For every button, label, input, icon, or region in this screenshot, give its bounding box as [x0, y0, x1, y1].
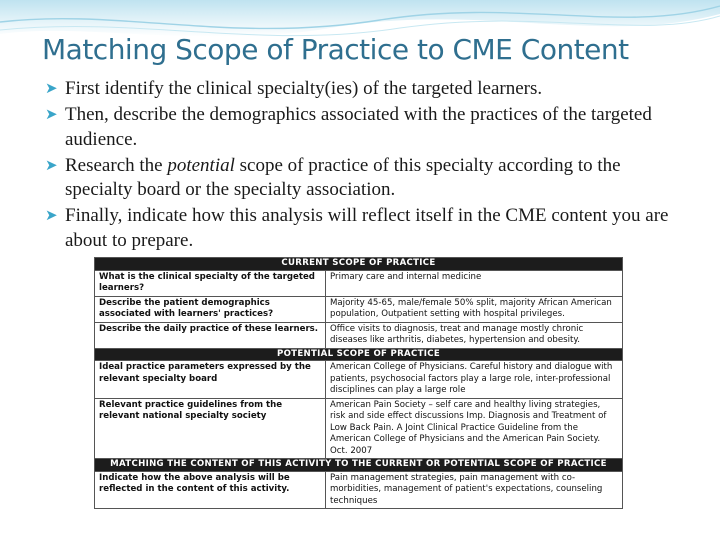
bullet-arrow-icon: ➤ — [45, 157, 58, 174]
question-cell: Describe the patient demographics associated with learners' practices? — [95, 296, 326, 322]
question-cell: What is the clinical specialty of the targeted learners? — [95, 270, 326, 296]
bullet-item — [44, 103, 684, 152]
scope-of-practice-table — [94, 257, 623, 509]
question-cell: Describe the daily practice of these learners. — [95, 322, 326, 348]
table-row — [95, 322, 623, 348]
bullet-item — [44, 154, 684, 203]
question-cell: Relevant practice guidelines from the relevant national specialty society — [95, 398, 326, 459]
bullet-item — [44, 204, 684, 253]
section-header-row — [95, 348, 623, 361]
bullet-arrow-icon: ➤ — [45, 107, 58, 123]
question-cell: Indicate how the above analysis will be reflected in the content of this activity. — [95, 471, 326, 509]
answer-cell: Primary care and internal medicine — [326, 270, 623, 296]
answer-cell: Office visits to diagnosis, treat and manage mostly chronic diseases like arthritis, diabetes, hypertension and obesity. — [326, 322, 623, 348]
answer-cell: American College of Physicians. Careful history and dialogue with patients, psychosocial factors play a large role, inter-professional disciplines can play a large role — [326, 361, 623, 399]
bullet-arrow-icon: ➤ — [45, 208, 58, 224]
table-row — [95, 471, 623, 509]
matching-content-header: MATCHING THE CONTENT OF THIS ACTIVITY TO THE CURRENT OR POTENTIAL SCOPE OF PRACTICE — [95, 459, 623, 472]
section-header-row — [95, 258, 623, 271]
potential-scope-header: POTENTIAL SCOPE OF PRACTICE — [95, 348, 623, 361]
answer-cell: Majority 45-65, male/female 50% split, majority African American population, Outpatient setting with hospital privileges. — [326, 296, 623, 322]
table-row — [95, 398, 623, 459]
table-row — [95, 270, 623, 296]
bullet-text: Then, describe the demographics associated with the practices of the targeted audience. — [65, 104, 652, 150]
answer-cell: Pain management strategies, pain management with co-morbidities, management of patient's expectations, counseling techniques — [326, 471, 623, 509]
bullet-text: Finally, indicate how this analysis will reflect itself in the CME content you are about to prepare. — [65, 205, 669, 251]
bullet-text: First identify the clinical specialty(ies) of the targeted learners. — [65, 78, 543, 99]
table-row — [95, 361, 623, 399]
bullet-arrow-icon: ➤ — [45, 81, 58, 97]
bullet-emphasis: potential — [167, 154, 235, 176]
bullet-list — [44, 77, 684, 255]
bullet-text-pre: Research the — [65, 154, 168, 176]
current-scope-header: CURRENT SCOPE OF PRACTICE — [95, 258, 623, 271]
slide-title: Matching Scope of Practice to CME Content — [42, 33, 629, 66]
answer-cell: American Pain Society – self care and healthy living strategies, risk and side effect discussions Imp. Diagnosis and Treatment of Low Back Pain. A Joint Clinical Practice Guideline from the American College of Physicians and the American Pain Society. Oct. 2007 — [326, 398, 623, 459]
section-header-row — [95, 459, 623, 472]
table-row — [95, 296, 623, 322]
bullet-item — [44, 77, 684, 102]
question-cell: Ideal practice parameters expressed by the relevant specialty board — [95, 361, 326, 399]
bullet-text-post: scope of practice of this specialty according to the specialty board or the specialty association. — [65, 154, 621, 200]
